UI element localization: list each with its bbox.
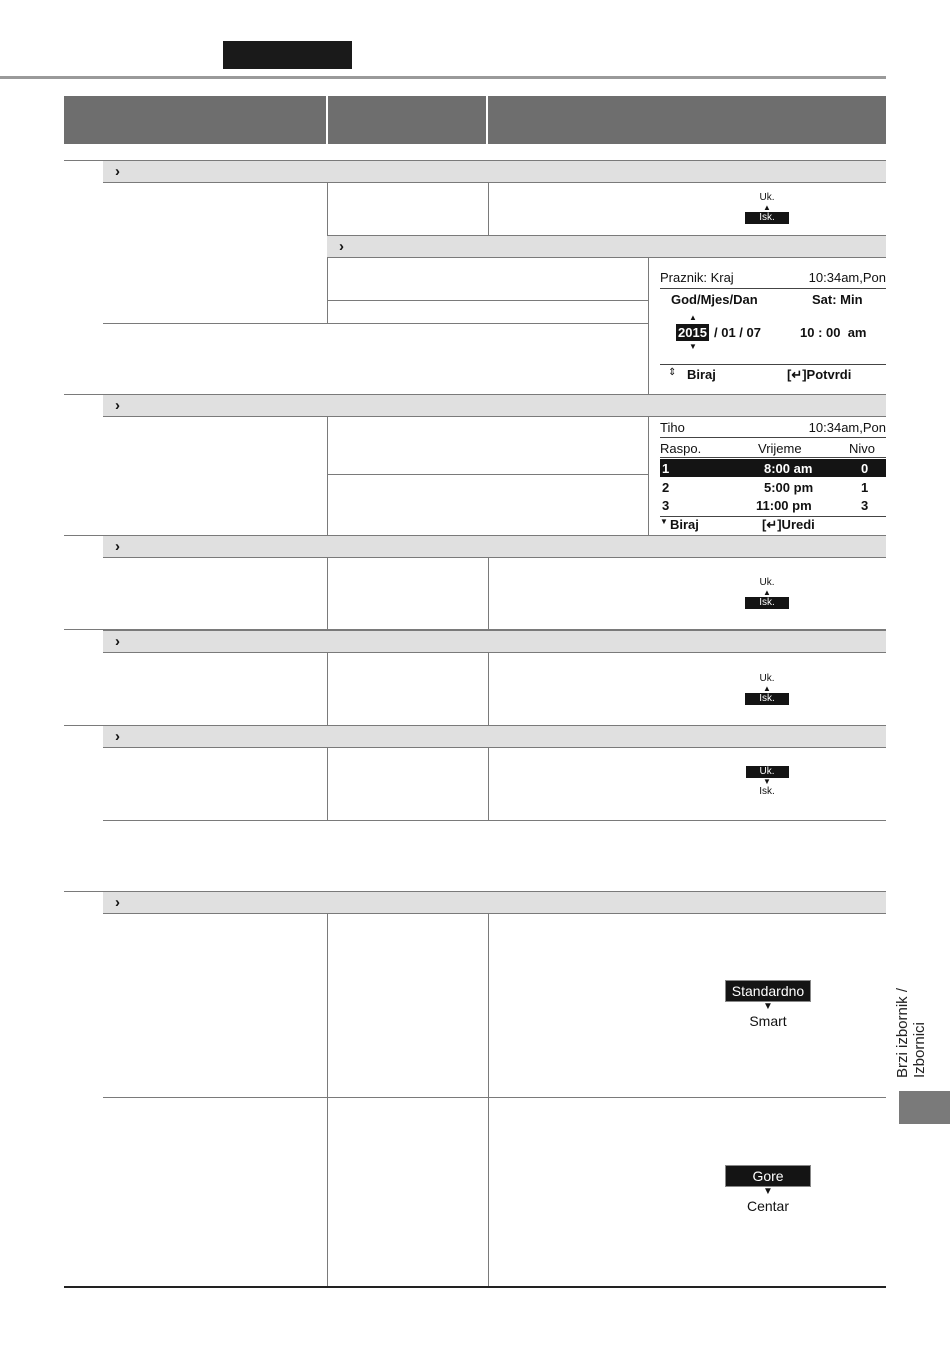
subheader-bar — [103, 630, 886, 653]
option-other-label: Centar — [746, 1198, 790, 1214]
chevron-right-icon: › — [339, 238, 344, 255]
column-divider — [327, 914, 328, 1286]
row-level: 1 — [861, 480, 869, 495]
schedule-row — [660, 497, 886, 515]
hint-select: Biraj — [670, 517, 699, 532]
row-time: 11:00 pm — [756, 498, 812, 513]
table-header-col-3 — [488, 96, 886, 144]
date-header: God/Mjes/Dan — [671, 292, 758, 307]
section-side-label: Brzi izbornik / Izbornici — [894, 987, 928, 1078]
row-divider — [103, 820, 886, 821]
screen-clock: 10:34am,Pon — [808, 270, 886, 285]
chevron-right-icon: › — [115, 397, 120, 414]
arrow-down-icon: ▼ — [763, 1186, 773, 1197]
column-divider — [648, 417, 649, 535]
column-divider — [327, 417, 328, 535]
screen-rule — [660, 288, 886, 289]
arrow-down-icon: ▼ — [660, 517, 668, 526]
row-divider — [103, 1097, 886, 1098]
header-rule — [0, 76, 886, 79]
arrow-down-icon: ▼ — [763, 777, 771, 786]
screen-title: Praznik: Kraj — [660, 270, 734, 285]
chevron-right-icon: › — [115, 538, 120, 555]
option-top-label: Uk. — [759, 673, 775, 684]
subheader-bar — [103, 394, 886, 417]
column-divider — [327, 748, 328, 820]
column-divider — [327, 653, 328, 725]
time-header: Sat: Min — [812, 292, 863, 307]
row-index: 1 — [662, 461, 670, 476]
hint-edit: [↵]Uredi — [762, 517, 815, 532]
option-other-label: Smart — [749, 1013, 787, 1029]
schedule-row-selected — [660, 459, 886, 477]
column-header-level: Nivo — [849, 441, 876, 456]
chevron-right-icon: › — [115, 163, 120, 180]
chevron-right-icon: › — [115, 728, 120, 745]
subheader-bar — [103, 725, 886, 748]
arrow-up-icon: ▲ — [763, 588, 771, 597]
screen-rule — [660, 457, 886, 458]
schedule-row — [660, 479, 886, 497]
header-tab-block — [223, 41, 352, 69]
column-divider — [488, 914, 489, 1286]
row-index: 3 — [662, 498, 670, 513]
option-selected-label: Isk. — [745, 693, 789, 705]
column-divider — [488, 558, 489, 629]
table-header-col-1 — [64, 96, 326, 144]
screen-clock: 10:34am,Pon — [808, 420, 886, 435]
column-divider — [488, 748, 489, 820]
column-divider — [488, 653, 489, 725]
row-level: 3 — [861, 498, 869, 513]
chevron-right-icon: › — [115, 894, 120, 911]
row-time: 8:00 am — [764, 461, 813, 476]
option-selected-label: Uk. — [746, 766, 789, 778]
option-selected-label: Standardno — [725, 980, 811, 1002]
hint-confirm: [↵]Potvrdi — [787, 367, 852, 382]
screen-rule — [660, 437, 886, 438]
arrow-up-icon: ▲ — [763, 684, 771, 693]
column-divider — [488, 183, 489, 235]
option-bottom-label: Isk. — [759, 786, 775, 797]
option-selected-label: Gore — [725, 1165, 810, 1187]
row-divider — [327, 474, 648, 475]
subheader-bar — [103, 891, 886, 914]
arrow-down-icon: ▼ — [689, 342, 697, 351]
table-header-col-2 — [328, 96, 486, 144]
row-index: 2 — [662, 480, 670, 495]
table-bottom-rule — [64, 1286, 886, 1288]
column-header-time: Vrijeme — [758, 441, 802, 456]
position-option-toggle — [718, 1165, 818, 1215]
holiday-screen-illustration — [660, 268, 886, 392]
column-divider — [327, 558, 328, 629]
screen-title: Tiho — [660, 420, 685, 435]
mode-option-toggle — [718, 980, 818, 1030]
option-toggle — [728, 577, 806, 609]
quiet-schedule-screen — [660, 419, 886, 535]
column-header-schedule: Raspo. — [660, 441, 702, 456]
year-field: 2015 — [678, 325, 707, 340]
option-top-label: Uk. — [759, 192, 775, 203]
column-divider — [648, 258, 649, 394]
option-toggle — [728, 766, 806, 798]
subheader-bar — [103, 535, 886, 558]
row-level: 0 — [861, 461, 869, 476]
subheader-bar — [103, 160, 886, 183]
row-time: 5:00 pm — [764, 480, 814, 495]
chevron-right-icon: › — [115, 633, 120, 650]
subheader-bar — [327, 235, 886, 258]
option-selected-label: Isk. — [745, 597, 789, 609]
time-value: 10 : 00 am — [800, 325, 867, 340]
arrow-up-icon: ▲ — [689, 313, 697, 322]
option-toggle — [728, 192, 806, 224]
option-toggle — [728, 673, 806, 705]
option-top-label: Uk. — [759, 577, 775, 588]
updown-icon: ⇕ — [668, 367, 677, 378]
section-side-tab — [899, 1091, 950, 1124]
option-selected-label: Isk. — [745, 212, 789, 224]
hint-select: Biraj — [687, 367, 716, 382]
arrow-down-icon: ▼ — [763, 1001, 773, 1012]
date-rest: / 01 / 07 — [714, 325, 761, 340]
screen-rule — [660, 364, 886, 365]
row-divider — [103, 323, 648, 324]
arrow-up-icon: ▲ — [763, 203, 771, 212]
row-divider — [327, 300, 648, 301]
